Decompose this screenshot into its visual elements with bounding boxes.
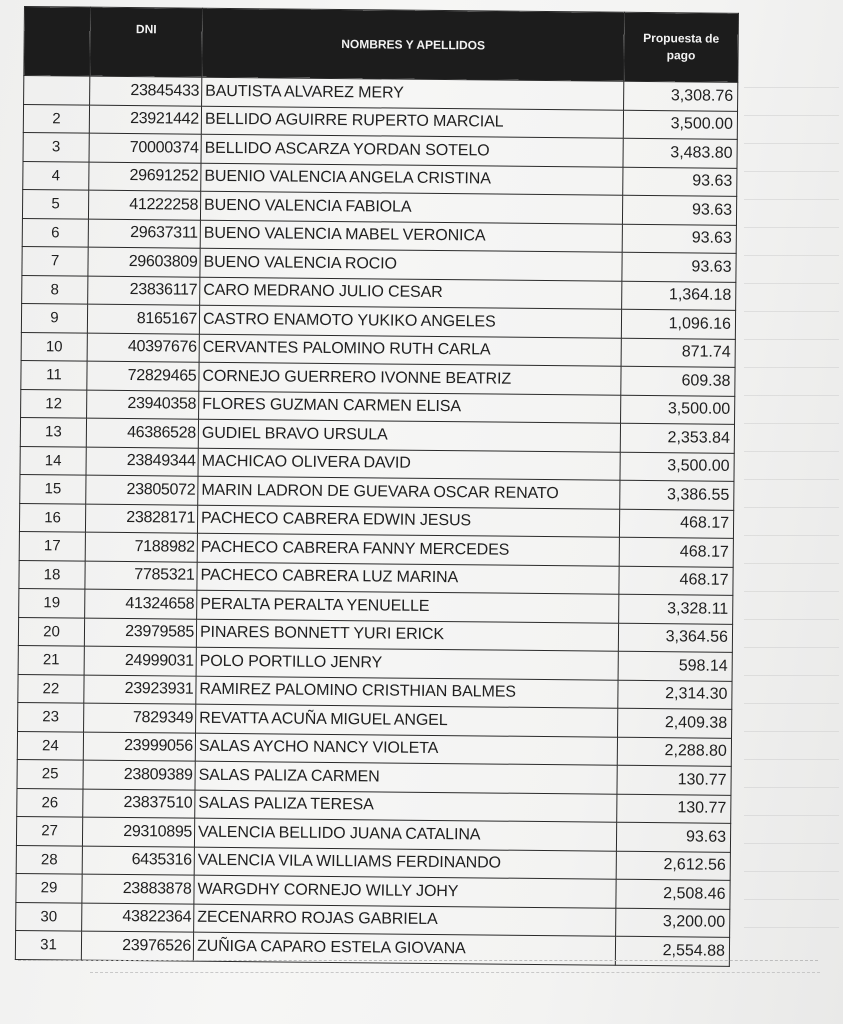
row-payment: 3,500.00 xyxy=(620,452,734,482)
row-payment: 2,554.88 xyxy=(615,936,729,966)
row-name: MARIN LADRON DE GUEVARA OSCAR RENATO xyxy=(198,476,620,509)
row-name: PERALTA PERALTA YENUELLE xyxy=(197,590,619,623)
row-payment: 468.17 xyxy=(619,509,733,539)
bottom-dashed-line xyxy=(18,960,818,961)
faint-ruled-lines xyxy=(744,60,839,940)
row-payment: 130.77 xyxy=(617,765,731,795)
row-name: BELLIDO AGUIRRE RUPERTO MARCIAL xyxy=(201,106,623,139)
row-payment: 2,612.56 xyxy=(616,851,730,881)
row-number: 26 xyxy=(17,788,83,817)
row-payment: 468.17 xyxy=(619,537,733,567)
row-number: 17 xyxy=(19,531,85,560)
row-dni: 29637311 xyxy=(88,219,200,249)
row-name: FLORES GUZMAN CARMEN ELISA xyxy=(199,391,621,424)
row-dni: 7829349 xyxy=(84,703,196,733)
row-dni: 23940358 xyxy=(87,390,199,420)
row-payment: 3,200.00 xyxy=(616,908,730,938)
header-dni: DNI xyxy=(90,7,203,77)
row-payment: 3,500.00 xyxy=(621,395,735,425)
row-dni: 29691252 xyxy=(89,162,201,192)
row-payment: 2,409.38 xyxy=(618,708,732,738)
row-payment: 93.63 xyxy=(622,195,736,225)
row-name: PACHECO CABRERA EDWIN JESUS xyxy=(197,505,619,538)
row-name: BUENO VALENCIA ROCIO xyxy=(200,248,622,281)
row-number: 7 xyxy=(22,246,88,275)
row-dni: 23845433 xyxy=(90,76,202,106)
row-number: 27 xyxy=(16,816,82,845)
row-name: POLO PORTILLO JENRY xyxy=(196,647,618,680)
row-name: ZECENARRO ROJAS GABRIELA xyxy=(194,904,616,937)
row-dni: 8165167 xyxy=(87,304,199,334)
row-payment: 598.14 xyxy=(618,651,732,681)
row-dni: 23923931 xyxy=(84,675,196,705)
row-dni: 23979585 xyxy=(84,618,196,648)
header-name: NOMBRES Y APELLIDOS xyxy=(202,8,625,81)
row-name: CERVANTES PALOMINO RUTH CARLA xyxy=(199,334,621,367)
row-payment: 93.63 xyxy=(622,252,736,282)
row-payment: 130.77 xyxy=(617,794,731,824)
payment-roster-table xyxy=(15,6,739,966)
row-dni: 23883878 xyxy=(82,874,194,904)
row-number: 10 xyxy=(21,332,87,361)
row-number: 18 xyxy=(19,560,85,589)
row-number: 13 xyxy=(20,417,86,446)
row-name: BUENIO VALENCIA ANGELA CRISTINA xyxy=(201,163,623,196)
row-number: 3 xyxy=(23,132,89,161)
row-number: 31 xyxy=(15,930,81,959)
row-name: SALAS PALIZA TERESA xyxy=(195,790,617,823)
row-name: WARGDHY CORNEJO WILLY JOHY xyxy=(194,875,616,908)
row-number: 12 xyxy=(21,389,87,418)
row-dni: 23976526 xyxy=(81,931,193,961)
row-name: BELLIDO ASCARZA YORDAN SOTELO xyxy=(201,134,623,167)
row-number: 22 xyxy=(18,674,84,703)
row-name: CARO MEDRANO JULIO CESAR xyxy=(200,277,622,310)
row-payment: 1,364.18 xyxy=(622,281,736,311)
row-name: PINARES BONNETT YURI ERICK xyxy=(196,619,618,652)
row-name: CASTRO ENAMOTO YUKIKO ANGELES xyxy=(199,305,621,338)
row-payment: 2,353.84 xyxy=(620,423,734,453)
row-dni: 23849344 xyxy=(86,447,198,477)
row-name: MACHICAO OLIVERA DAVID xyxy=(198,448,620,481)
row-name: BUENO VALENCIA MABEL VERONICA xyxy=(200,220,622,253)
row-dni: 46386528 xyxy=(86,418,198,448)
row-number: 29 xyxy=(16,873,82,902)
row-payment: 2,508.46 xyxy=(616,879,730,909)
row-payment: 3,308.76 xyxy=(624,81,738,111)
row-payment: 3,500.00 xyxy=(623,110,737,140)
row-dni: 29603809 xyxy=(88,247,200,277)
row-number: 9 xyxy=(21,303,87,332)
row-number: 20 xyxy=(18,617,84,646)
row-payment: 3,364.56 xyxy=(618,623,732,653)
row-payment: 609.38 xyxy=(621,366,735,396)
row-name: BAUTISTA ALVAREZ MERY xyxy=(202,77,624,110)
row-name: SALAS PALIZA CARMEN xyxy=(195,761,617,794)
row-dni: 24999031 xyxy=(84,646,196,676)
row-dni: 23836117 xyxy=(88,276,200,306)
row-name: CORNEJO GUERRERO IVONNE BEATRIZ xyxy=(199,362,621,395)
row-number: 11 xyxy=(21,360,87,389)
row-number: 23 xyxy=(18,702,84,731)
row-dni: 23999056 xyxy=(83,732,195,762)
row-number: 21 xyxy=(18,645,84,674)
row-dni: 23828171 xyxy=(85,504,197,534)
row-name: REVATTA ACUÑA MIGUEL ANGEL xyxy=(196,704,618,737)
row-number: 15 xyxy=(20,474,86,503)
row-dni: 70000374 xyxy=(89,133,201,163)
row-number: 30 xyxy=(16,902,82,931)
row-number: 6 xyxy=(22,218,88,247)
row-name: BUENO VALENCIA FABIOLA xyxy=(200,191,622,224)
row-number: 28 xyxy=(16,845,82,874)
row-number: 19 xyxy=(19,588,85,617)
row-dni: 23809389 xyxy=(83,760,195,790)
row-name: PACHECO CABRERA FANNY MERCEDES xyxy=(197,533,619,566)
row-name: PACHECO CABRERA LUZ MARINA xyxy=(197,562,619,595)
row-payment: 93.63 xyxy=(623,167,737,197)
row-dni: 23921442 xyxy=(89,105,201,135)
row-number: 24 xyxy=(17,731,83,760)
row-dni: 43822364 xyxy=(82,903,194,933)
row-payment: 468.17 xyxy=(619,566,733,596)
row-payment: 3,328.11 xyxy=(619,594,733,624)
row-number: 2 xyxy=(23,104,89,133)
bottom-dashed-line-2 xyxy=(90,972,820,973)
row-name: VALENCIA VILA WILLIAMS FERDINANDO xyxy=(194,847,616,880)
header-payment-line1: Propuesta de xyxy=(643,30,720,46)
row-payment: 3,386.55 xyxy=(620,480,734,510)
row-dni: 41222258 xyxy=(88,190,200,220)
row-number: 25 xyxy=(17,759,83,788)
row-payment: 93.63 xyxy=(622,224,736,254)
row-name: VALENCIA BELLIDO JUANA CATALINA xyxy=(194,818,616,851)
header-payment xyxy=(624,12,739,82)
row-dni: 29310895 xyxy=(82,817,194,847)
table-body xyxy=(15,76,737,966)
header-number xyxy=(24,7,91,77)
row-dni: 7785321 xyxy=(85,561,197,591)
row-dni: 7188982 xyxy=(85,532,197,562)
row-number: 14 xyxy=(20,446,86,475)
row-payment: 2,288.80 xyxy=(617,737,731,767)
roster-table-wrapper xyxy=(15,6,738,966)
row-payment: 1,096.16 xyxy=(621,309,735,339)
row-dni: 40397676 xyxy=(87,333,199,363)
row-payment: 2,314.30 xyxy=(618,680,732,710)
row-name: SALAS AYCHO NANCY VIOLETA xyxy=(195,733,617,766)
row-number: 4 xyxy=(23,161,89,190)
row-dni: 23837510 xyxy=(83,789,195,819)
row-dni: 41324658 xyxy=(85,589,197,619)
row-number: 5 xyxy=(22,189,88,218)
row-name: GUDIEL BRAVO URSULA xyxy=(198,419,620,452)
row-dni: 6435316 xyxy=(82,846,194,876)
table-header-row xyxy=(24,7,739,83)
row-number: 8 xyxy=(22,275,88,304)
row-payment: 93.63 xyxy=(616,822,730,852)
row-number xyxy=(24,76,90,105)
header-payment-line2: pago xyxy=(666,48,696,63)
row-payment: 3,483.80 xyxy=(623,138,737,168)
row-dni: 23805072 xyxy=(86,475,198,505)
row-name: ZUÑIGA CAPARO ESTELA GIOVANA xyxy=(193,932,615,965)
row-payment: 871.74 xyxy=(621,338,735,368)
row-number: 16 xyxy=(19,503,85,532)
row-dni: 72829465 xyxy=(87,361,199,391)
row-name: RAMIREZ PALOMINO CRISTHIAN BALMES xyxy=(196,676,618,709)
